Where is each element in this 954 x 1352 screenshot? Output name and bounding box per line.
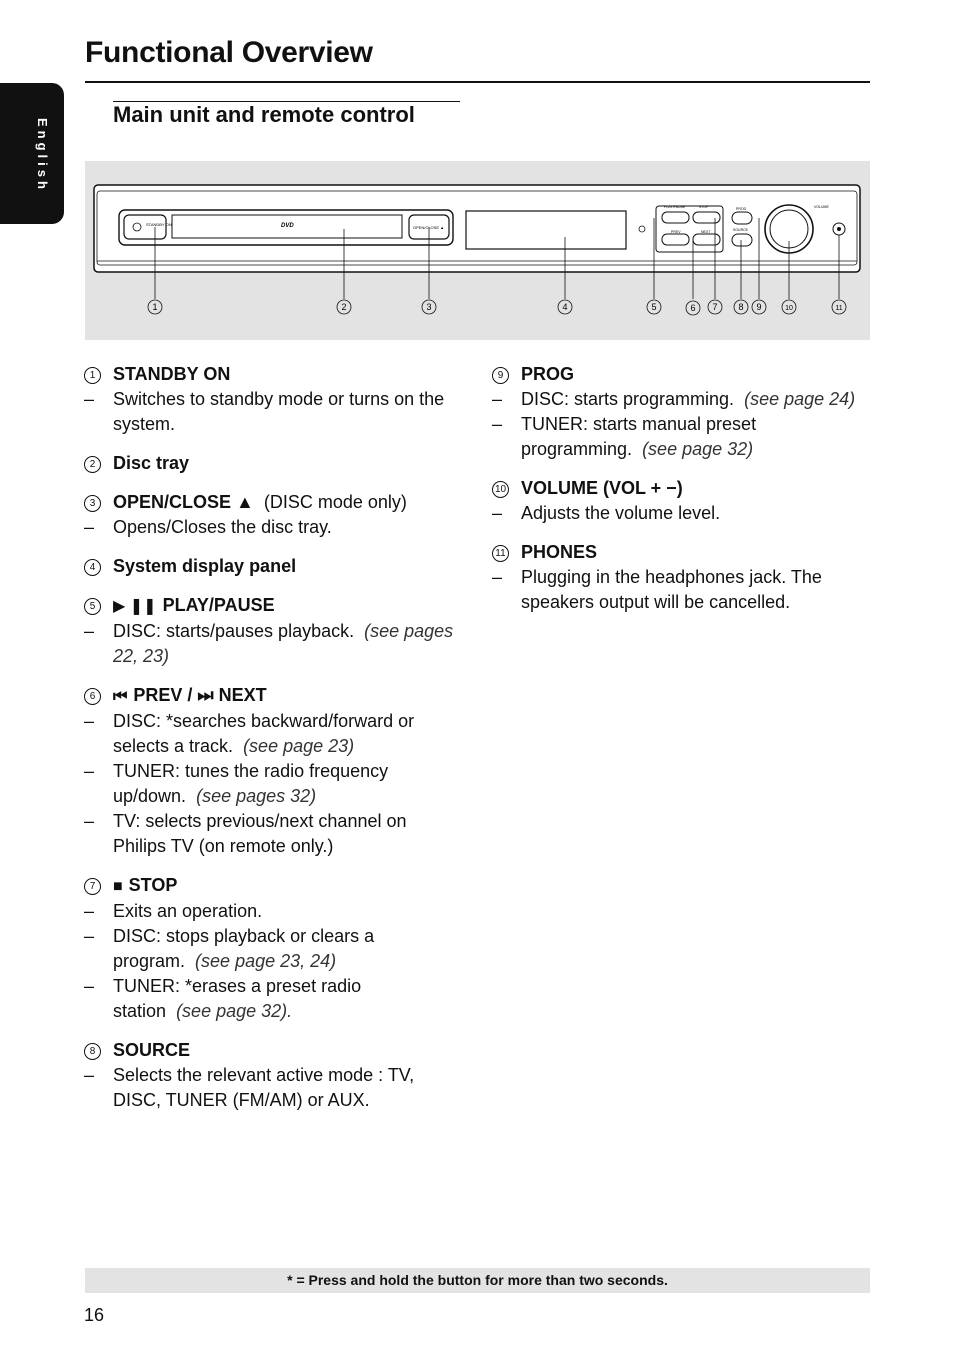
item-heading (84, 490, 464, 515)
item-title: PLAY/PAUSE (162, 595, 275, 615)
item-number: 7 (84, 878, 101, 895)
items-column-left (84, 362, 464, 1127)
standby-button-shape (124, 215, 166, 239)
items-column-right (492, 362, 872, 629)
item-number: 2 (84, 456, 101, 473)
bullet-dash: – (492, 414, 503, 434)
description-text: TUNER: starts manual preset programming. (521, 414, 757, 459)
item-title: STANDBY ON (113, 364, 231, 384)
bullet-dash: – (492, 389, 503, 409)
prog-button-shape (732, 212, 752, 224)
bullet-dash: – (84, 621, 95, 641)
section-title: Main unit and remote control (113, 102, 415, 127)
item-heading (492, 476, 872, 501)
item-description (84, 515, 464, 540)
dvd-logo: DVD (281, 223, 294, 229)
item-number: 1 (84, 367, 101, 384)
page-reference: (see pages 22, 23) (113, 621, 454, 666)
item-title: STOP (128, 875, 178, 895)
button-symbol-icon: ▶ ❚❚ (113, 598, 157, 615)
item-heading (84, 554, 464, 579)
item-title: OPEN/CLOSE ▲ (113, 492, 254, 512)
volume-label: VOLUME (814, 205, 829, 209)
item-heading (84, 873, 464, 899)
bullet-dash: – (84, 389, 95, 409)
description-text: DISC: starts programming. (521, 389, 735, 409)
next-label: NEXT (701, 230, 711, 234)
prog-label: PROG (736, 207, 747, 211)
button-symbol-icon: ⏮ (113, 688, 128, 705)
title-rule (85, 81, 870, 83)
description-text: TV: selects previous/next channel on Philips TV (on remote only.) (113, 811, 407, 856)
description-text: Exits an operation. (113, 901, 263, 921)
page-reference: (see page 23) (243, 736, 355, 756)
control-item (492, 540, 872, 615)
item-number: 3 (84, 495, 101, 512)
play-pause-label: PLAY/PAUSE (664, 205, 686, 209)
callout-6: 6 (690, 303, 696, 313)
page-reference: (see page 24) (744, 389, 856, 409)
page-title: Functional Overview (85, 36, 373, 69)
control-item (84, 683, 464, 859)
callout-2: 2 (341, 302, 347, 312)
item-title: VOLUME (VOL + −) (521, 478, 683, 498)
item-heading (84, 451, 464, 476)
callout-4: 4 (562, 302, 568, 312)
footnote: * = Press and hold the button for more than two seconds. (85, 1268, 870, 1293)
item-description (492, 387, 872, 412)
page-number: 16 (84, 1305, 105, 1325)
item-heading (492, 362, 872, 387)
device-figure (85, 161, 870, 340)
item-number: 10 (492, 481, 509, 498)
control-item (84, 1038, 464, 1113)
callout-7: 7 (712, 302, 718, 312)
display-panel-shape (466, 211, 626, 249)
control-item (492, 362, 872, 462)
prev-label: PREV (671, 230, 681, 234)
page-reference: (see page 32). (176, 1001, 293, 1021)
description-text: DISC: *searches backward/forward or selects a track. (113, 711, 415, 756)
item-heading (492, 540, 872, 565)
item-description (84, 974, 464, 1024)
next-button-shape (693, 234, 720, 245)
item-title: PROG (521, 364, 575, 384)
control-item (84, 490, 464, 540)
item-description (84, 387, 464, 437)
bullet-dash: – (84, 976, 95, 996)
item-number: 9 (492, 367, 509, 384)
item-description (84, 924, 464, 974)
item-title: PREV / ⏭ NEXT (133, 685, 267, 705)
control-item (492, 476, 872, 526)
item-number: 5 (84, 598, 101, 615)
bullet-dash: – (492, 503, 503, 523)
bullet-dash: – (84, 926, 95, 946)
description-text: Opens/Closes the disc tray. (113, 517, 332, 537)
item-number: 11 (492, 545, 509, 562)
item-description (492, 412, 872, 462)
control-item (84, 593, 464, 669)
item-description (84, 899, 464, 924)
item-description (492, 501, 872, 526)
bullet-dash: – (492, 567, 503, 587)
button-symbol-icon: ■ (113, 878, 123, 895)
description-text: DISC: stops playback or clears a program. (113, 926, 375, 971)
callout-11: 11 (835, 305, 843, 312)
item-description (84, 809, 464, 859)
item-number: 6 (84, 688, 101, 705)
description-text: Adjusts the volume level. (521, 503, 721, 523)
item-number: 8 (84, 1043, 101, 1060)
item-number: 4 (84, 559, 101, 576)
bullet-dash: – (84, 711, 95, 731)
item-description (84, 759, 464, 809)
item-description (84, 709, 464, 759)
page-reference: (see pages 32) (196, 786, 317, 806)
phones-jack-inner (837, 227, 841, 231)
control-item (84, 554, 464, 579)
callout-5: 5 (651, 302, 657, 312)
device-front-panel-illustration (85, 161, 870, 340)
control-item (84, 362, 464, 437)
source-button-shape (732, 234, 752, 246)
bullet-dash: – (84, 1065, 95, 1085)
description-text: Selects the relevant active mode : TV, DISC, TUNER (FM/AM) or AUX. (113, 1065, 415, 1110)
callout-3: 3 (426, 302, 432, 312)
description-text: Plugging in the headphones jack. The speakers output will be cancelled. (521, 567, 822, 612)
control-item (84, 873, 464, 1024)
stop-button-shape (693, 212, 720, 223)
item-title: Disc tray (113, 453, 190, 473)
description-text: Switches to standby mode or turns on the system. (113, 389, 445, 434)
callout-10: 10 (785, 305, 793, 312)
stop-label: STOP (699, 205, 709, 209)
bullet-dash: – (84, 517, 95, 537)
callout-9: 9 (756, 302, 762, 312)
item-title: System display panel (113, 556, 297, 576)
callout-8: 8 (738, 302, 744, 312)
item-title: PHONES (521, 542, 598, 562)
bullet-dash: – (84, 901, 95, 921)
item-heading (84, 683, 464, 709)
item-heading (84, 362, 464, 387)
bullet-dash: – (84, 811, 95, 831)
language-tab-label: English (35, 118, 50, 193)
standby-label: STANDBY ON (146, 222, 172, 227)
item-heading (84, 593, 464, 619)
play-pause-button-shape (662, 212, 689, 223)
description-text: TUNER: *erases a preset radio station (113, 976, 362, 1021)
page-reference: (see page 32) (642, 439, 754, 459)
bullet-dash: – (84, 761, 95, 781)
source-label: SOURCE (733, 228, 748, 232)
item-description (492, 565, 872, 615)
item-description (84, 1063, 464, 1113)
item-description (84, 619, 464, 669)
callout-numbers (148, 300, 846, 315)
callout-1: 1 (152, 302, 158, 312)
item-title: SOURCE (113, 1040, 191, 1060)
item-heading (84, 1038, 464, 1063)
page-reference: (see page 23, 24) (195, 951, 337, 971)
description-text: TUNER: tunes the radio frequency up/down. (113, 761, 389, 806)
item-title-note: (DISC mode only) (263, 492, 407, 512)
open-close-label: OPEN/CLOSE ▲ (413, 225, 445, 230)
prev-button-shape (662, 234, 689, 245)
description-text: DISC: starts/pauses playback. (113, 621, 355, 641)
control-item (84, 451, 464, 476)
